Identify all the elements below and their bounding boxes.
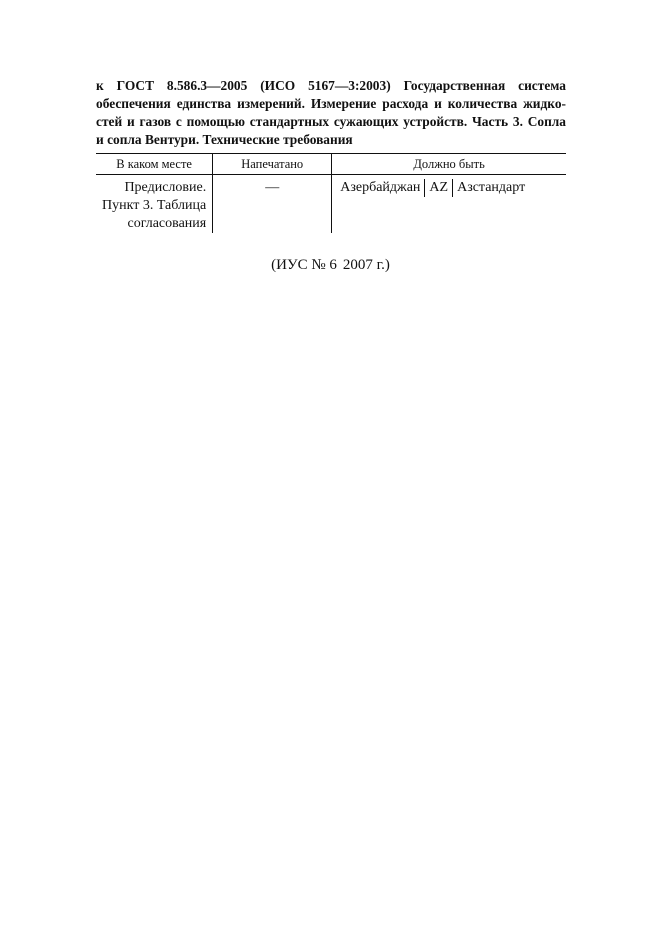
source-note	[0, 257, 661, 274]
table-header-row	[96, 154, 566, 175]
header-where: В каком месте	[96, 154, 213, 175]
amendment-heading	[96, 77, 566, 149]
header-should-be: Должно быть	[332, 154, 566, 175]
table-row	[96, 175, 566, 234]
source-note-year: 2007 г.)	[342, 257, 390, 273]
cell-printed: —	[213, 175, 332, 234]
heading-line: к ГОСТ 8.586.3—2005 (ИСО 5167—3:2003) Государственная система	[96, 78, 566, 93]
source-note-issue: (ИУС № 6	[271, 257, 337, 273]
standards-body: Азстандарт	[452, 179, 529, 197]
erratum-table	[96, 153, 566, 233]
where-line: Пункт 3. Таблица	[102, 198, 207, 213]
heading-line: стей и газов с помощью стандартных сужающих устройств. Часть 3. Сопла	[96, 114, 566, 129]
cell-where	[96, 175, 213, 234]
heading-line: обеспечения единства измерений. Измерение расхода и количества жидко-	[96, 96, 566, 111]
country-name: Азербайджан	[340, 180, 421, 195]
cell-should-be	[332, 175, 566, 234]
country-code: AZ	[424, 179, 452, 197]
where-line: Предисловие.	[124, 180, 207, 195]
header-printed: Напечатано	[213, 154, 332, 175]
where-line: согласования	[127, 216, 207, 231]
heading-line: и сопла Вентури. Технические требования	[96, 132, 353, 147]
